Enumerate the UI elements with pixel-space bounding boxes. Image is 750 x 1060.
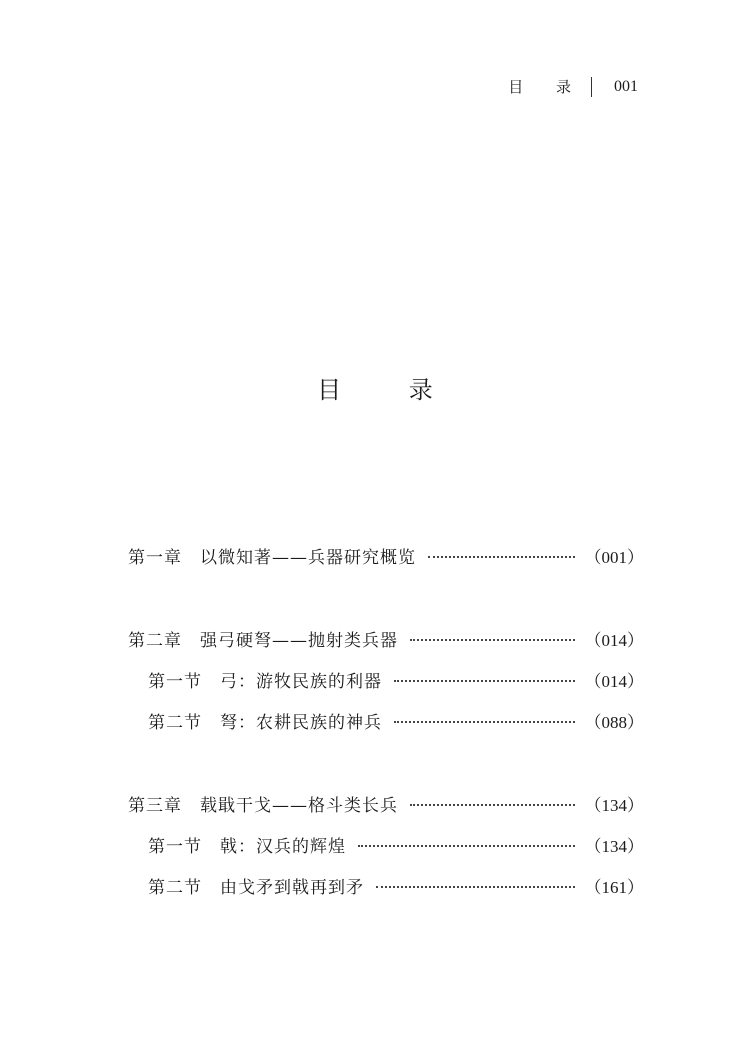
toc-entry-page: （134） — [584, 837, 644, 856]
dot-leader — [410, 804, 575, 806]
toc-entry-number: 第二章 — [128, 631, 182, 651]
toc-entry-number: 第三章 — [128, 796, 182, 816]
running-header-page-number: 001 — [614, 78, 638, 95]
toc-section-3-1[interactable] — [128, 833, 644, 874]
toc-entry-title: 以微知著——兵器研究概览 — [200, 548, 416, 568]
toc-entry-title: 强弓硬弩——抛射类兵器 — [200, 631, 398, 651]
toc-entry-number: 第一节 — [148, 837, 202, 857]
toc-section-2-1[interactable] — [128, 668, 644, 709]
toc-section-2-2[interactable] — [128, 709, 644, 750]
toc-chapter-3[interactable] — [128, 792, 644, 833]
dot-leader — [394, 721, 575, 723]
toc-entry-number: 第二节 — [148, 878, 202, 898]
toc-entry-label — [148, 668, 382, 696]
dot-leader — [428, 556, 575, 558]
toc-entry-number: 第一节 — [148, 672, 202, 692]
toc-entry-title: 由戈矛到戟再到矛 — [220, 878, 364, 898]
dot-leader — [358, 845, 575, 847]
toc-entry-label — [128, 544, 416, 572]
running-header-divider — [591, 77, 592, 97]
page-title: 目 录 — [317, 376, 463, 404]
toc-entry-page: （161） — [584, 878, 644, 897]
dot-leader — [394, 680, 575, 682]
toc-entry-label — [128, 792, 398, 820]
toc-entry-label — [148, 874, 364, 902]
toc-entry-page: （014） — [584, 631, 644, 650]
toc-chapter-1[interactable] — [128, 544, 644, 585]
toc-entry-label — [128, 627, 398, 655]
toc-entry-page: （014） — [584, 672, 644, 691]
toc-entry-label — [148, 833, 346, 861]
running-header — [508, 76, 638, 98]
toc-entry-page: （088） — [584, 713, 644, 732]
toc-entry-label — [148, 709, 382, 737]
toc-chapter-2[interactable] — [128, 627, 644, 668]
toc-entry-number: 第二节 — [148, 713, 202, 733]
toc-entry-page: （134） — [584, 796, 644, 815]
toc-entry-page: （001） — [584, 548, 644, 567]
toc-entry-number: 第一章 — [128, 548, 182, 568]
toc-entry-title: 载戢干戈——格斗类长兵 — [200, 796, 398, 816]
toc-entry-title: 戟：汉兵的辉煌 — [220, 837, 346, 857]
dot-leader — [410, 639, 575, 641]
toc-entry-title: 弓：游牧民族的利器 — [220, 672, 382, 692]
toc-entry-title: 弩：农耕民族的神兵 — [220, 713, 382, 733]
toc-section-3-2[interactable] — [128, 874, 644, 915]
table-of-contents — [128, 544, 644, 915]
running-header-title: 目 录 — [508, 78, 585, 96]
dot-leader — [376, 886, 575, 888]
